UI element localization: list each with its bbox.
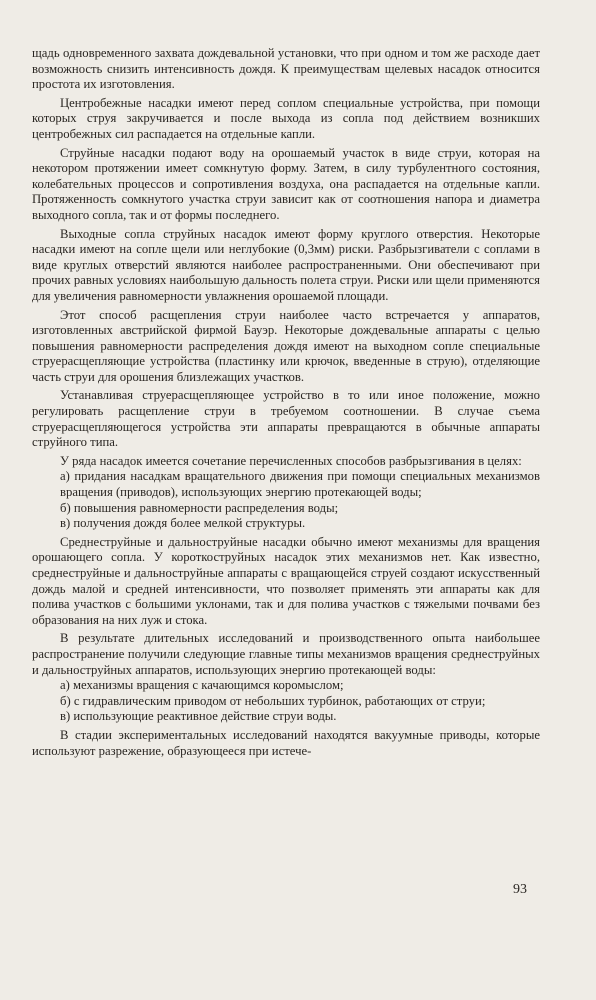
paragraph: Устанавливая струерасщепляющее устройство в то или иное положение, можно регулировать расщепление струи в требуемом соотношении. В случае съема струерасщепляющегося устройства эти аппараты превращаются в обычные аппараты струйного типа. bbox=[32, 388, 540, 450]
body-text bbox=[32, 46, 540, 759]
paragraph: Выходные сопла струйных насадок имеют форму круглого отверстия. Некоторые насадки имеют на сопле щели или неглубокие (0,3мм) риски. Разбрызгиватели с соплами в виде круглых отверстий являются наиболее распространенными. Они обеспечивают при прочих равных условиях наибольшую дальность полета струи. Риски или щели применяются для увеличения равномерности увлажнения орошаемой площади. bbox=[32, 226, 540, 303]
list-item: б) с гидравлическим приводом от небольших турбинок, работающих от струи; bbox=[60, 693, 486, 708]
paragraph: щадь одновременного захвата дождевальной установки, что при одном и том же расходе дает возможность снизить интенсивность дождя. К преимуществам щелевых насадок относится простота их изготовления. bbox=[32, 46, 540, 92]
list-item: а) механизмы вращения с качающимся коромыслом; bbox=[60, 678, 344, 693]
paragraph: Струйные насадки подают воду на орошаемый участок в виде струи, которая на некотором протяжении имеет сомкнутую форму. Затем, в силу турбулентного состояния, колебательных процессов и сопротивления воздуха, она распадается на отдельные капли. Протяженность сомкнутого участка струи зависит как от соотношения напора и диаметра выходного сопла, так и от формы последнего. bbox=[32, 145, 540, 222]
paragraph: Среднеструйные и дальноструйные насадки обычно имеют механизмы для вращения орошающего сопла. У короткоструйных насадок этих механизмов нет. Как известно, среднеструйные и дальноструйные аппараты с вращающейся струей создают искусственный дождь малой и средней интенсивности, что позволяет применять эти аппараты как для полива участков с большими уклонами, так и для полива участков с тяжелыми почвами без образования на них луж и стока. bbox=[32, 534, 540, 627]
paragraph: У ряда насадок имеется сочетание перечисленных способов разбрызгивания в целях: bbox=[60, 453, 522, 468]
paragraph: В стадии экспериментальных исследований находятся вакуумные приводы, которые используют разрежение, образующееся при истече- bbox=[32, 727, 540, 758]
list-item: б) повышения равномерности распределения воды; bbox=[60, 500, 339, 515]
paragraph: В результате длительных исследований и производственного опыта наибольшее распространение получили следующие главные типы механизмов вращения среднеструйных и дальноструйных аппаратов, использующих энергию протекающей воды: bbox=[32, 631, 540, 677]
list-item: в) получения дождя более мелкой структуры. bbox=[60, 516, 306, 531]
page-number: 93 bbox=[513, 882, 527, 897]
list-item: а) придания насадкам вращательного движения при помощи специальных механизмов вращения (приводов), использующих энергию протекающей воды; bbox=[60, 469, 540, 500]
list-item: в) использующие реактивное действие струи воды. bbox=[60, 709, 337, 724]
paragraph: Этот способ расщепления струи наиболее часто встречается у аппаратов, изготовленных австрийской фирмой Бауэр. Некоторые дождевальные аппараты с целью повышения равномерности распределения дождя имеют на выходном сопле специальные струерасщепляющие устройства (пластинку или крючок, введенные в струю), отделяющие часть струи для орошения близлежащих участков. bbox=[32, 307, 540, 384]
paragraph: Центробежные насадки имеют перед соплом специальные устройства, при помощи которых струя закручивается и после выхода из сопла под действием возникших центробежных сил распадается на отдельные капли. bbox=[32, 95, 540, 141]
